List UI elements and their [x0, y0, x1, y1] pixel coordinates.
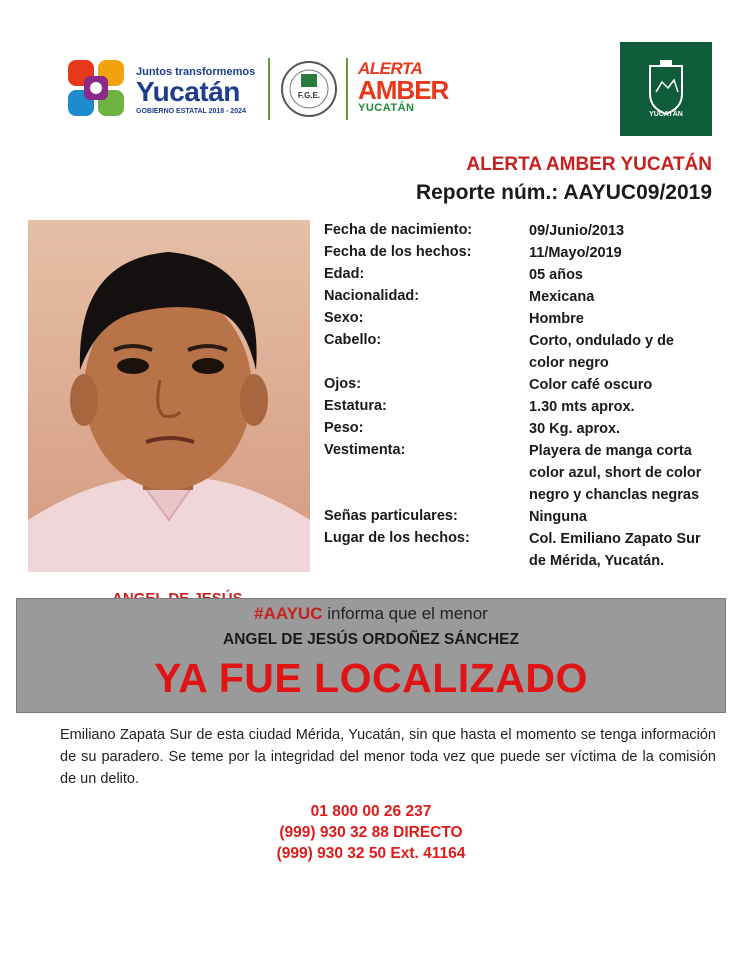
detail-label: Sexo:	[324, 310, 364, 326]
header-divider	[268, 58, 270, 120]
crest-label: YUCATÁN	[649, 111, 683, 118]
description-text: Emiliano Zapata Sur de esta ciudad Mérida, Yucatán, sin que hasta el momento se tenga información de su paradero. Se teme por la integridad del menor toda vez que puede ser víctima de la comisión de un delito.	[60, 727, 716, 787]
detail-value: Corto, ondulado y de color negro	[529, 333, 674, 371]
alerta-amber-logo	[358, 59, 449, 120]
detail-value: 09/Junio/2013	[529, 223, 625, 239]
detail-value: 11/Mayo/2019	[529, 245, 622, 261]
banner-child-name: ANGEL DE JESÚS ORDOÑEZ SÁNCHEZ	[223, 631, 519, 648]
detail-label: Peso:	[324, 420, 364, 436]
phone-number[interactable]: (999) 930 32 88 DIRECTO	[279, 824, 463, 841]
detail-value: Playera de manga corta color azul, short de color negro y chanclas negras	[529, 443, 702, 503]
detail-value: Ninguna	[529, 509, 587, 525]
amber-logo-line2: AMBER	[358, 75, 449, 105]
detail-label: Fecha de los hechos:	[324, 244, 472, 260]
header-divider	[346, 58, 348, 120]
phone-number[interactable]: 01 800 00 26 237	[310, 803, 432, 820]
detail-value: Hombre	[529, 311, 584, 327]
detail-value: 30 Kg. aprox.	[529, 421, 621, 437]
detail-label: Cabello:	[324, 332, 382, 348]
banner-status: YA FUE LOCALIZADO	[154, 655, 588, 701]
missing-child-photo	[28, 220, 310, 572]
detail-label: Nacionalidad:	[324, 288, 420, 304]
detail-label: Ojos:	[324, 376, 362, 392]
amber-logo-line3: YUCATÁN	[358, 102, 415, 114]
detail-value: 05 años	[529, 267, 583, 283]
amber-logo-line1: ALERTA	[358, 59, 423, 78]
yucatan-crest-tab	[620, 42, 712, 136]
fge-seal-text: F.G.E.	[297, 91, 321, 100]
gobierno-yucatan-wordmark	[136, 66, 255, 115]
detail-value: 1.30 mts aprox.	[529, 399, 635, 415]
detail-label: Estatura:	[324, 398, 387, 414]
phone-number[interactable]: (999) 930 32 50 Ext. 41164	[276, 845, 466, 862]
gobierno-yucatan-logo-icon	[66, 58, 126, 118]
yucatan-crest-icon	[620, 42, 712, 136]
banner-intro-text: informa que el menor	[322, 604, 488, 623]
banner-intro	[16, 604, 726, 624]
gobierno-slogan: Juntos transformemos	[136, 66, 256, 78]
detail-value: Mexicana	[529, 289, 595, 305]
gobierno-period: GOBIERNO ESTATAL 2018 - 2024	[136, 108, 246, 115]
fge-seal-icon	[280, 60, 338, 118]
detail-label: Fecha de nacimiento:	[324, 222, 473, 238]
gobierno-name: Yucatán	[136, 76, 240, 107]
detail-value: Col. Emiliano Zapato Sur de Mérida, Yucatán.	[529, 531, 701, 569]
detail-label: Vestimenta:	[324, 442, 406, 458]
detail-label: Señas particulares:	[324, 508, 458, 524]
detail-label: Lugar de los hechos:	[324, 530, 470, 546]
alert-title: ALERTA AMBER YUCATÁN	[466, 154, 712, 175]
detail-label: Edad:	[324, 266, 365, 282]
report-number: Reporte núm.: AAYUC09/2019	[415, 181, 712, 204]
detail-value: Color café oscuro	[529, 377, 653, 393]
banner-hashtag: #AAYUC	[254, 604, 323, 623]
